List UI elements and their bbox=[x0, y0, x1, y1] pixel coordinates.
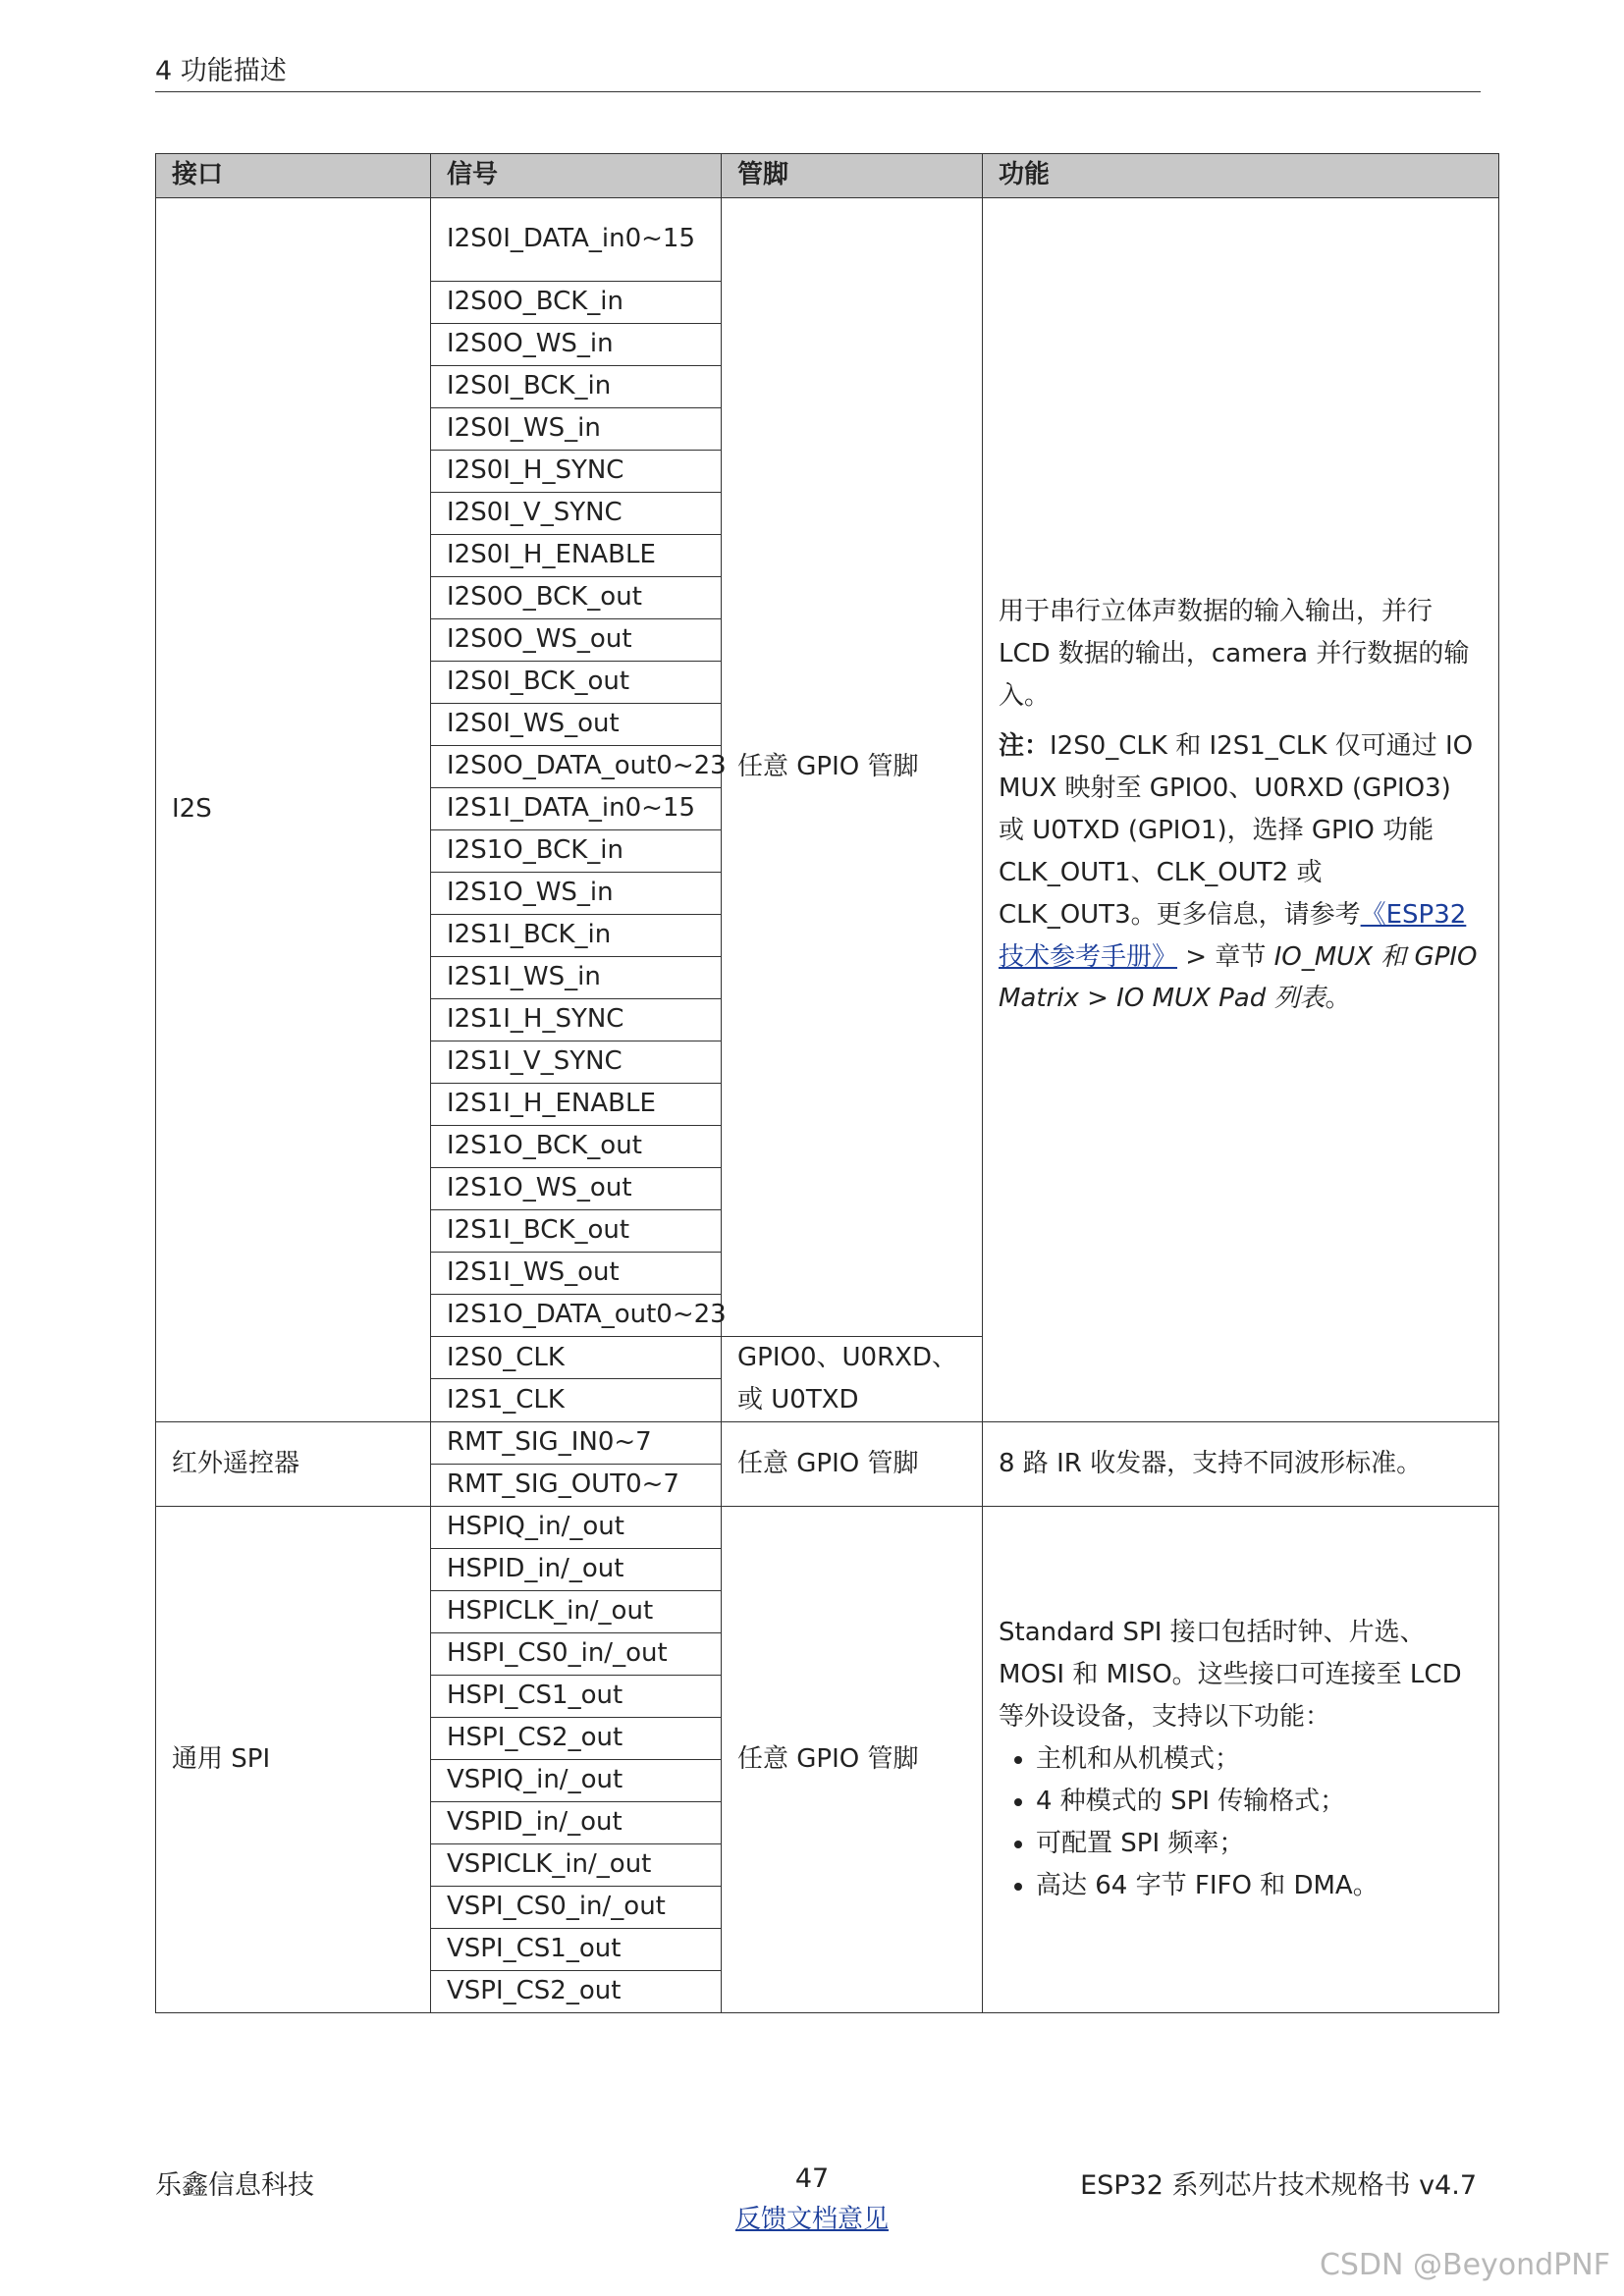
spi-feature-item: • 主机和从机模式； bbox=[1036, 1738, 1483, 1781]
signal-cell: I2S1O_BCK_out bbox=[431, 1126, 722, 1168]
signal-cell: I2S1O_DATA_out0~23 bbox=[431, 1295, 722, 1337]
signal-cell: I2S1I_DATA_in0~15 bbox=[431, 788, 722, 830]
signal-cell: I2S1I_H_SYNC bbox=[431, 999, 722, 1041]
signal-cell: RMT_SIG_IN0~7 bbox=[431, 1421, 722, 1464]
signal-cell: HSPI_CS2_out bbox=[431, 1717, 722, 1759]
page-header: 4 功能描述 bbox=[155, 49, 1481, 92]
signal-cell: I2S0I_WS_in bbox=[431, 408, 722, 451]
note-label: 注： bbox=[999, 731, 1051, 762]
signal-cell: I2S0O_DATA_out0~23 bbox=[431, 746, 722, 788]
ir-function: 8 路 IR 收发器，支持不同波形标准。 bbox=[983, 1421, 1499, 1506]
signal-cell: HSPI_CS1_out bbox=[431, 1675, 722, 1717]
i2s-pins-any: 任意 GPIO 管脚 bbox=[722, 198, 983, 1337]
reference-manual-link[interactable]: 《ESP32 技术参考手册》 bbox=[999, 899, 1467, 972]
interface-ir: 红外遥控器 bbox=[156, 1421, 431, 1506]
i2s-function bbox=[983, 198, 1499, 1422]
signal-cell: I2S0O_BCK_in bbox=[431, 282, 722, 324]
col-interface: 接口 bbox=[156, 154, 431, 198]
signal-cell: I2S0I_BCK_out bbox=[431, 662, 722, 704]
interface-spi: 通用 SPI bbox=[156, 1506, 431, 2012]
signal-cell: I2S1_CLK bbox=[431, 1379, 722, 1421]
signal-cell: I2S0I_BCK_in bbox=[431, 366, 722, 408]
signal-cell: I2S1I_WS_in bbox=[431, 957, 722, 999]
footer-page-number: 47 bbox=[794, 2163, 830, 2194]
signal-cell: I2S1O_WS_out bbox=[431, 1168, 722, 1210]
footer-company: 乐鑫信息科技 bbox=[155, 2170, 314, 2201]
signal-cell: VSPID_in/_out bbox=[431, 1801, 722, 1843]
i2s-note bbox=[999, 725, 1483, 1020]
spi-feature-item: • 4 种模式的 SPI 传输格式； bbox=[1036, 1781, 1483, 1823]
note-text: I2S0_CLK 和 I2S1_CLK 仅可通过 IO MUX 映射至 GPIO0、U0RXD (GPIO3) 或 U0TXD (GPIO1)，选择 GPIO 功能 CLK_OUT1、CLK_OUT2 或 CLK_OUT3。更多信息，请参考 bbox=[999, 731, 1474, 930]
spi-feature-item: • 可配置 SPI 频率； bbox=[1036, 1823, 1483, 1865]
signal-cell: I2S0I_H_SYNC bbox=[431, 451, 722, 493]
signal-cell: VSPI_CS2_out bbox=[431, 1970, 722, 2012]
signal-cell: I2S1I_V_SYNC bbox=[431, 1041, 722, 1084]
signal-cell: I2S1I_BCK_out bbox=[431, 1210, 722, 1253]
spi-function-intro: Standard SPI 接口包括时钟、片选、MOSI 和 MISO。这些接口可连接至 LCD 等外设设备，支持以下功能： bbox=[999, 1618, 1462, 1732]
signal-cell: HSPID_in/_out bbox=[431, 1548, 722, 1590]
signal-cell: HSPICLK_in/_out bbox=[431, 1590, 722, 1632]
i2s-function-main: 用于串行立体声数据的输入输出，并行 LCD 数据的输出，camera 并行数据的输入。 bbox=[999, 597, 1470, 712]
interface-i2s: I2S bbox=[156, 198, 431, 1422]
signal-cell: I2S1I_WS_out bbox=[431, 1253, 722, 1295]
signal-cell: VSPI_CS0_in/_out bbox=[431, 1886, 722, 1928]
interface-table bbox=[155, 153, 1499, 2013]
col-function: 功能 bbox=[983, 154, 1499, 198]
note-tail-1: > 章节 bbox=[1177, 941, 1274, 972]
signal-cell: RMT_SIG_OUT0~7 bbox=[431, 1464, 722, 1506]
watermark: CSDN @BeyondPNF bbox=[1319, 2248, 1610, 2282]
signal-cell: I2S1I_BCK_in bbox=[431, 915, 722, 957]
signal-cell: I2S0O_WS_in bbox=[431, 324, 722, 366]
table-row bbox=[156, 1506, 1499, 1548]
footer-doc-title: ESP32 系列芯片技术规格书 v4.7 bbox=[1080, 2170, 1477, 2201]
note-tail-italic: IO_MUX 和 GPIO Matrix > IO MUX Pad 列表 bbox=[999, 941, 1478, 1014]
signal-cell: I2S0O_WS_out bbox=[431, 619, 722, 662]
feedback-link[interactable]: 反馈文档意见 bbox=[734, 2205, 889, 2234]
signal-cell: I2S1O_WS_in bbox=[431, 873, 722, 915]
signal-cell: I2S0I_DATA_in0~15 bbox=[431, 198, 722, 282]
signal-cell: I2S0_CLK bbox=[431, 1337, 722, 1379]
signal-cell: I2S0I_H_ENABLE bbox=[431, 535, 722, 577]
table-header-row bbox=[156, 154, 1499, 198]
signal-cell: I2S0I_V_SYNC bbox=[431, 493, 722, 535]
signal-cell: HSPIQ_in/_out bbox=[431, 1506, 722, 1548]
table-row bbox=[156, 198, 1499, 282]
spi-function bbox=[983, 1506, 1499, 2012]
signal-cell: VSPI_CS1_out bbox=[431, 1928, 722, 1970]
spi-feature-list bbox=[999, 1738, 1483, 1907]
col-signal: 信号 bbox=[431, 154, 722, 198]
signal-cell: I2S1I_H_ENABLE bbox=[431, 1084, 722, 1126]
note-tail-2: 。 bbox=[1325, 984, 1351, 1014]
i2s-pins-clk: GPIO0、U0RXD、或 U0TXD bbox=[722, 1337, 983, 1422]
signal-cell: I2S1O_BCK_in bbox=[431, 830, 722, 873]
signal-cell: VSPIQ_in/_out bbox=[431, 1759, 722, 1801]
col-pin: 管脚 bbox=[722, 154, 983, 198]
spi-feature-item: • 高达 64 字节 FIFO 和 DMA。 bbox=[1036, 1865, 1483, 1907]
spi-pins: 任意 GPIO 管脚 bbox=[722, 1506, 983, 2012]
signal-cell: HSPI_CS0_in/_out bbox=[431, 1632, 722, 1675]
table-row bbox=[156, 1421, 1499, 1464]
signal-cell: I2S0O_BCK_out bbox=[431, 577, 722, 619]
ir-pins: 任意 GPIO 管脚 bbox=[722, 1421, 983, 1506]
signal-cell: I2S0I_WS_out bbox=[431, 704, 722, 746]
signal-cell: VSPICLK_in/_out bbox=[431, 1843, 722, 1886]
